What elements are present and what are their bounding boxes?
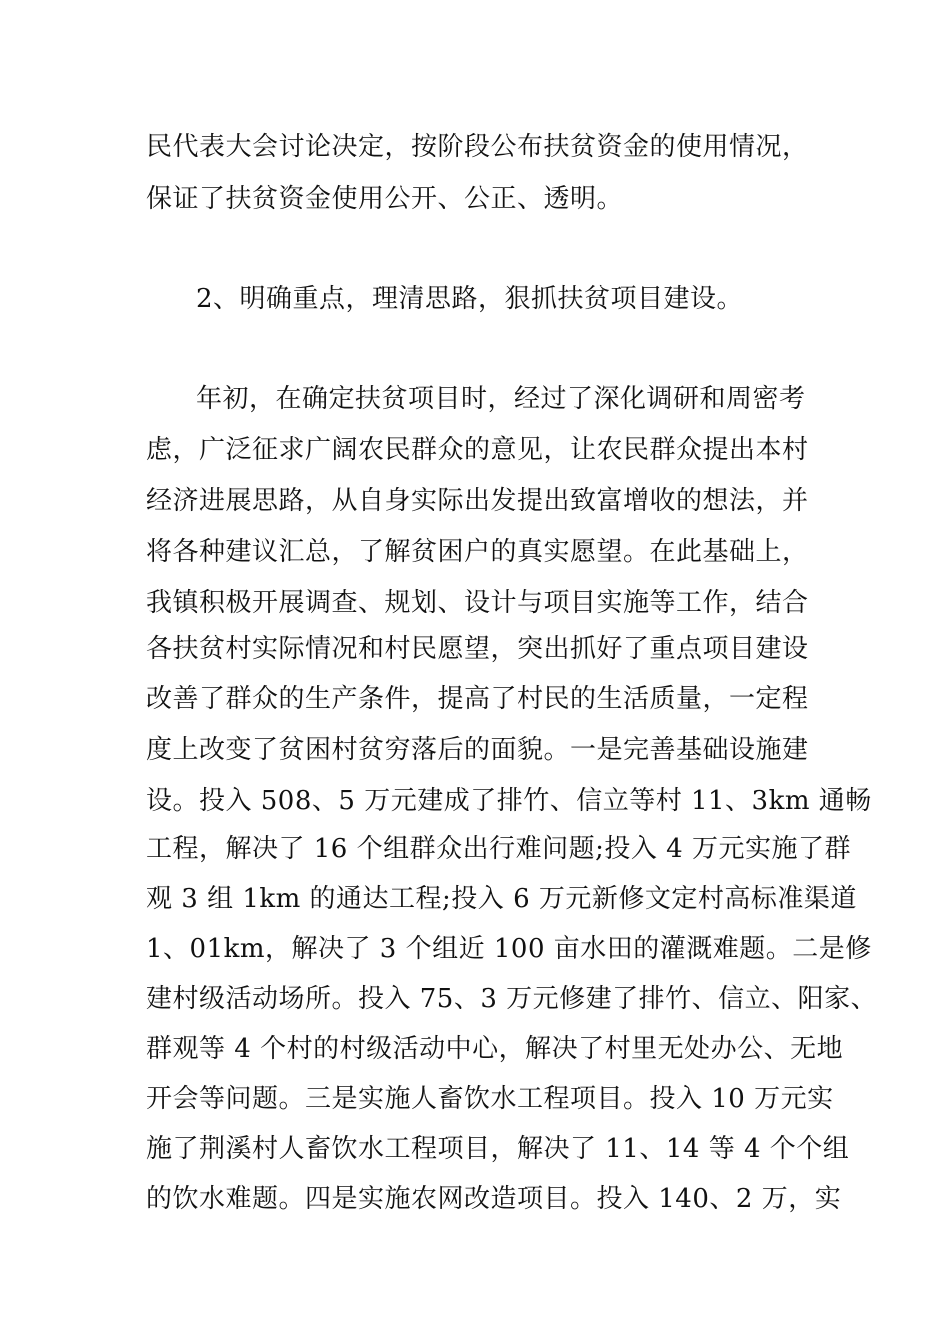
body-line-9: 设。投入 508、5 万元建成了排竹、信立等村 11、3km 通畅 [146,786,872,816]
body-line-5: 我镇积极开展调查、规划、设计与项目实施等工作，结合 [146,588,809,618]
body-line-7: 改善了群众的生产条件，提高了村民的生活质量，一定程 [146,684,809,714]
body-line-8: 度上改变了贫困村贫穷落后的面貌。一是完善基础设施建 [146,735,809,765]
body-line-4: 将各种建议汇总，了解贫困户的真实愿望。在此基础上， [146,537,809,567]
body-line-3: 经济进展思路，从自身实际出发提出致富增收的想法，并 [146,486,809,516]
body-line-12: 1、01km，解决了 3 个组近 100 亩水田的灌溉难题。二是修 [146,934,872,964]
body-line-1: 年初，在确定扶贫项目时，经过了深化调研和周密考 [196,384,806,414]
body-line-15: 开会等问题。三是实施人畜饮水工程项目。投入 10 万元实 [146,1084,834,1114]
section-heading: 2、明确重点，理清思路，狠抓扶贫项目建设。 [196,284,744,314]
intro-line-2: 保证了扶贫资金使用公开、公正、透明。 [146,184,624,214]
body-line-16: 施了荆溪村人畜饮水工程项目，解决了 11、14 等 4 个个组 [146,1134,850,1164]
body-line-6: 各扶贫村实际情况和村民愿望，突出抓好了重点项目建设 [146,634,809,664]
body-line-2: 虑，广泛征求广阔农民群众的意见，让农民群众提出本村 [146,435,809,465]
body-line-13: 建村级活动场所。投入 75、3 万元修建了排竹、信立、阳家、 [146,984,878,1014]
intro-line-1: 民代表大会讨论决定，按阶段公布扶贫资金的使用情况， [146,132,809,162]
body-line-10: 工程，解决了 16 个组群众出行难问题;投入 4 万元实施了群 [146,834,851,864]
body-line-17: 的饮水难题。四是实施农网改造项目。投入 140、2 万，实 [146,1184,842,1214]
body-line-11: 观 3 组 1km 的通达工程;投入 6 万元新修文定村高标准渠道 [146,884,857,914]
body-line-14: 群观等 4 个村的村级活动中心，解决了村里无处办公、无地 [146,1034,844,1064]
